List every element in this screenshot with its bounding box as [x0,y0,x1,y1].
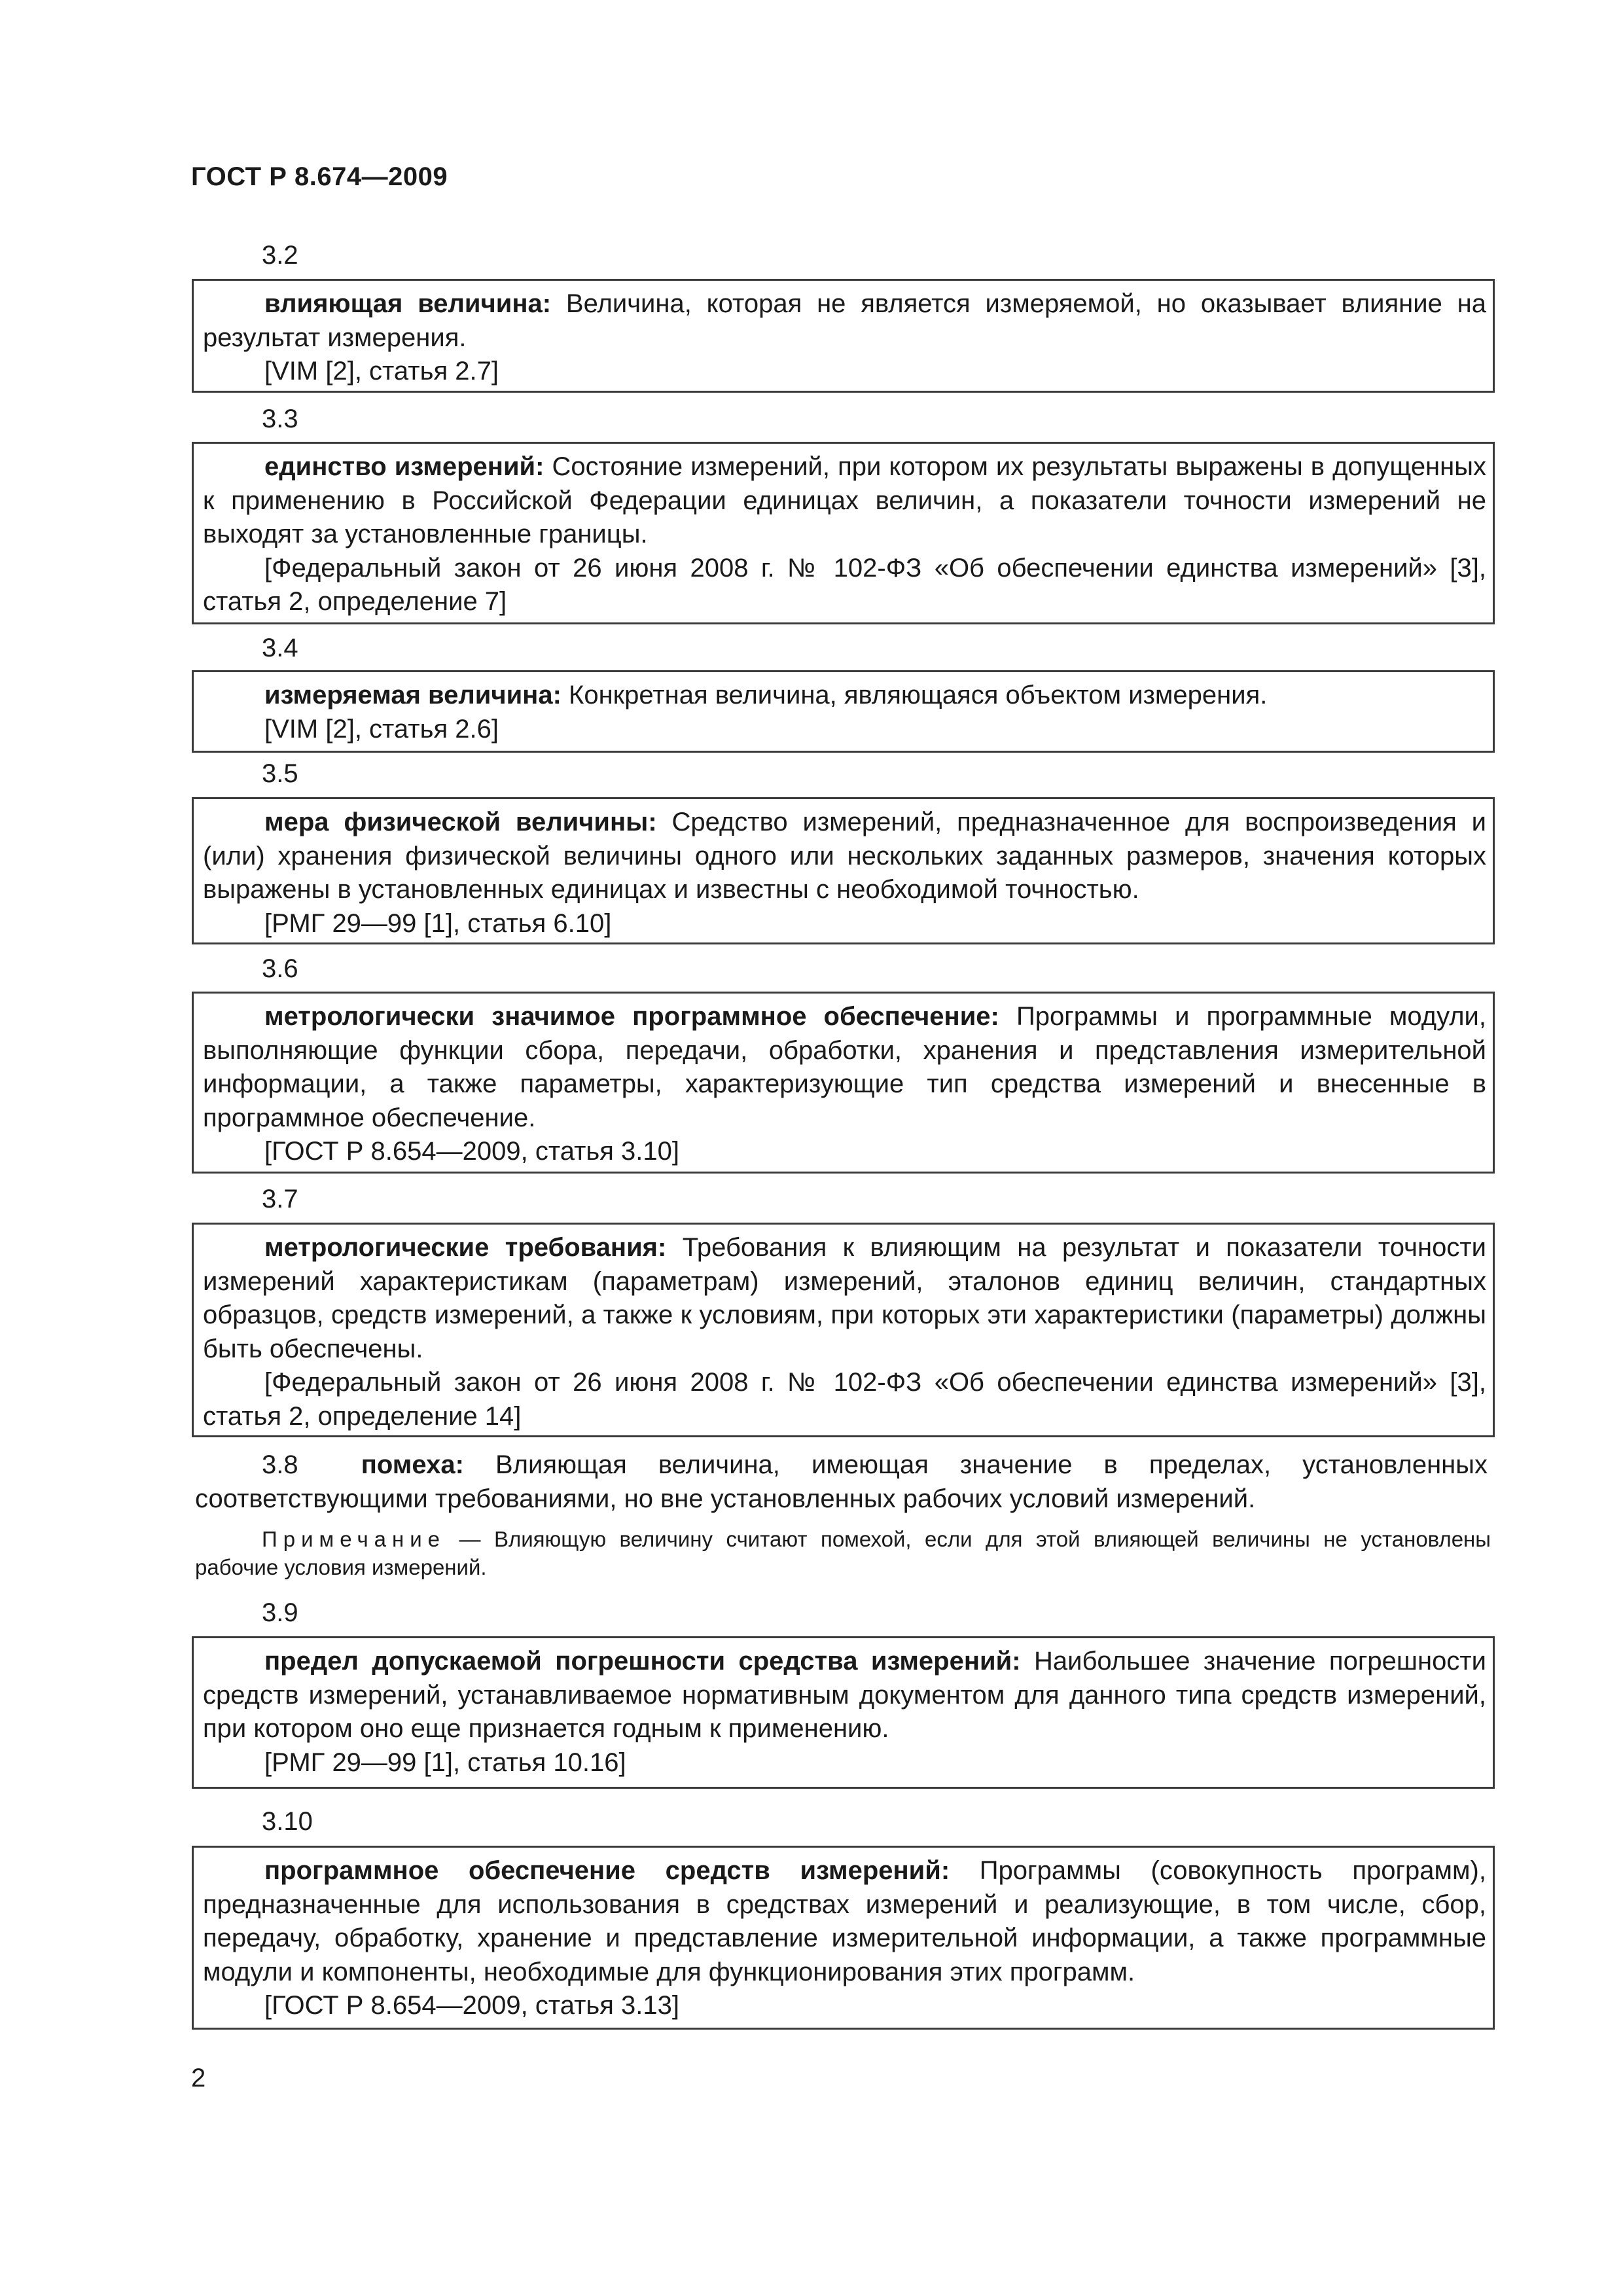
definition-text: Состояние измерений, при котором их результаты выражены в допущенных к применению в Российской Федерации единицах величин, а показатели точности измерений не выходят за установленные границы. [203,452,1486,548]
definition-text: Конкретная величина, являющаяся объектом измерения. [569,681,1268,709]
definition-box [192,1223,1495,1437]
entry-number: 3.6 [262,954,298,983]
term: мера физической величины: [264,808,657,836]
entry-number: 3.8 [262,1450,298,1479]
definition-source: [РМГ 29—99 [1], статья 6.10] [264,908,612,938]
entry-number: 3.10 [262,1807,313,1836]
definition-box [192,670,1495,753]
definition-text: Требования к влияющим на результат и показатели точности измерений характеристикам (параметрам) измерений, эталонов единиц величин, стандартных образцов, средств измерений, а также к условиям, при которых эти характеристики (параметры) должны быть обеспечены. [203,1233,1487,1363]
term: измеряемая величина: [264,681,562,709]
entry-number: 3.2 [262,241,298,270]
definition-text: Программы (совокупность программ), предназначенные для использования в средствах измерений и реализующие, в том числе, сбор, передачу, обработку, хранение и представление измерительной информации, а также программные модули и компоненты, необходимые для функционирования этих программ. [203,1856,1486,1986]
entry-number: 3.4 [262,634,298,662]
definition-box [192,992,1495,1174]
term: метрологические требования: [264,1233,667,1262]
page-number: 2 [191,2064,206,2092]
definition-source: [ГОСТ Р 8.654—2009, статья 3.13] [264,1991,679,2020]
term: влияющая величина: [264,289,552,318]
free-definition [195,1448,1488,1516]
definition-box [192,1636,1495,1789]
definition-source: [Федеральный закон от 26 июня 2008 г. № 102-ФЗ «Об обеспечении единства измерений» [3], статья 2, определение 14] [203,1368,1486,1431]
definition-text: Величина, которая не является измеряемой, но оказывает влияние на результат измерения. [203,289,1487,352]
definition-box [192,1846,1495,2030]
definition-text: Наибольшее значение погрешности средств измерений, устанавливаемое нормативным документом для данного типа средств измерений, при котором оно еще признается годным к применению. [203,1647,1486,1743]
definition-source: [РМГ 29—99 [1], статья 10.16] [264,1748,626,1777]
term: помеха: [361,1450,464,1479]
term: единство измерений: [264,452,544,481]
document-header: ГОСТ Р 8.674—2009 [191,162,448,191]
term: программное обеспечение средств измерений: [264,1856,950,1885]
definition-box [192,442,1495,624]
entry-number: 3.5 [262,759,298,788]
note-label: Примечание [262,1527,446,1551]
definition-source: [VIM [2], статья 2.7] [264,357,499,386]
note [195,1525,1491,1581]
definition-text: Программы и программные модули, выполняющие функции сбора, передачи, обработки, хранения и представления измерительной информации, а также параметры, характеризующие тип средства измерений и внесенные в программное обеспечение. [203,1002,1487,1132]
entry-number: 3.7 [262,1185,298,1213]
definition-text: Средство измерений, предназначенное для воспроизведения и (или) хранения физической величины одного или нескольких заданных размеров, значения которых выражены в установленных единицах и известны с необходимой точностью. [203,808,1486,904]
definition-text: Влияющая величина, имеющая значение в пределах, установленных соответствующими требованиями, но вне установленных рабочих условий измерений. [195,1450,1488,1513]
entry-number: 3.3 [262,404,298,433]
note-text: — Влияющую величину считают помехой, если для этой влияющей величины не установлены рабочие условия измерений. [195,1527,1491,1579]
term: предел допускаемой погрешности средства измерений: [264,1647,1021,1676]
definition-box [192,279,1495,393]
definition-source: [Федеральный закон от 26 июня 2008 г. № 102-ФЗ «Об обеспечении единства измерений» [3], статья 2, определение 7] [203,553,1486,616]
entry-number: 3.9 [262,1598,298,1627]
definition-source: [VIM [2], статья 2.6] [264,714,499,744]
definition-box [192,797,1495,944]
term: метрологически значимое программное обеспечение: [264,1002,999,1031]
definition-source: [ГОСТ Р 8.654—2009, статья 3.10] [264,1137,679,1166]
